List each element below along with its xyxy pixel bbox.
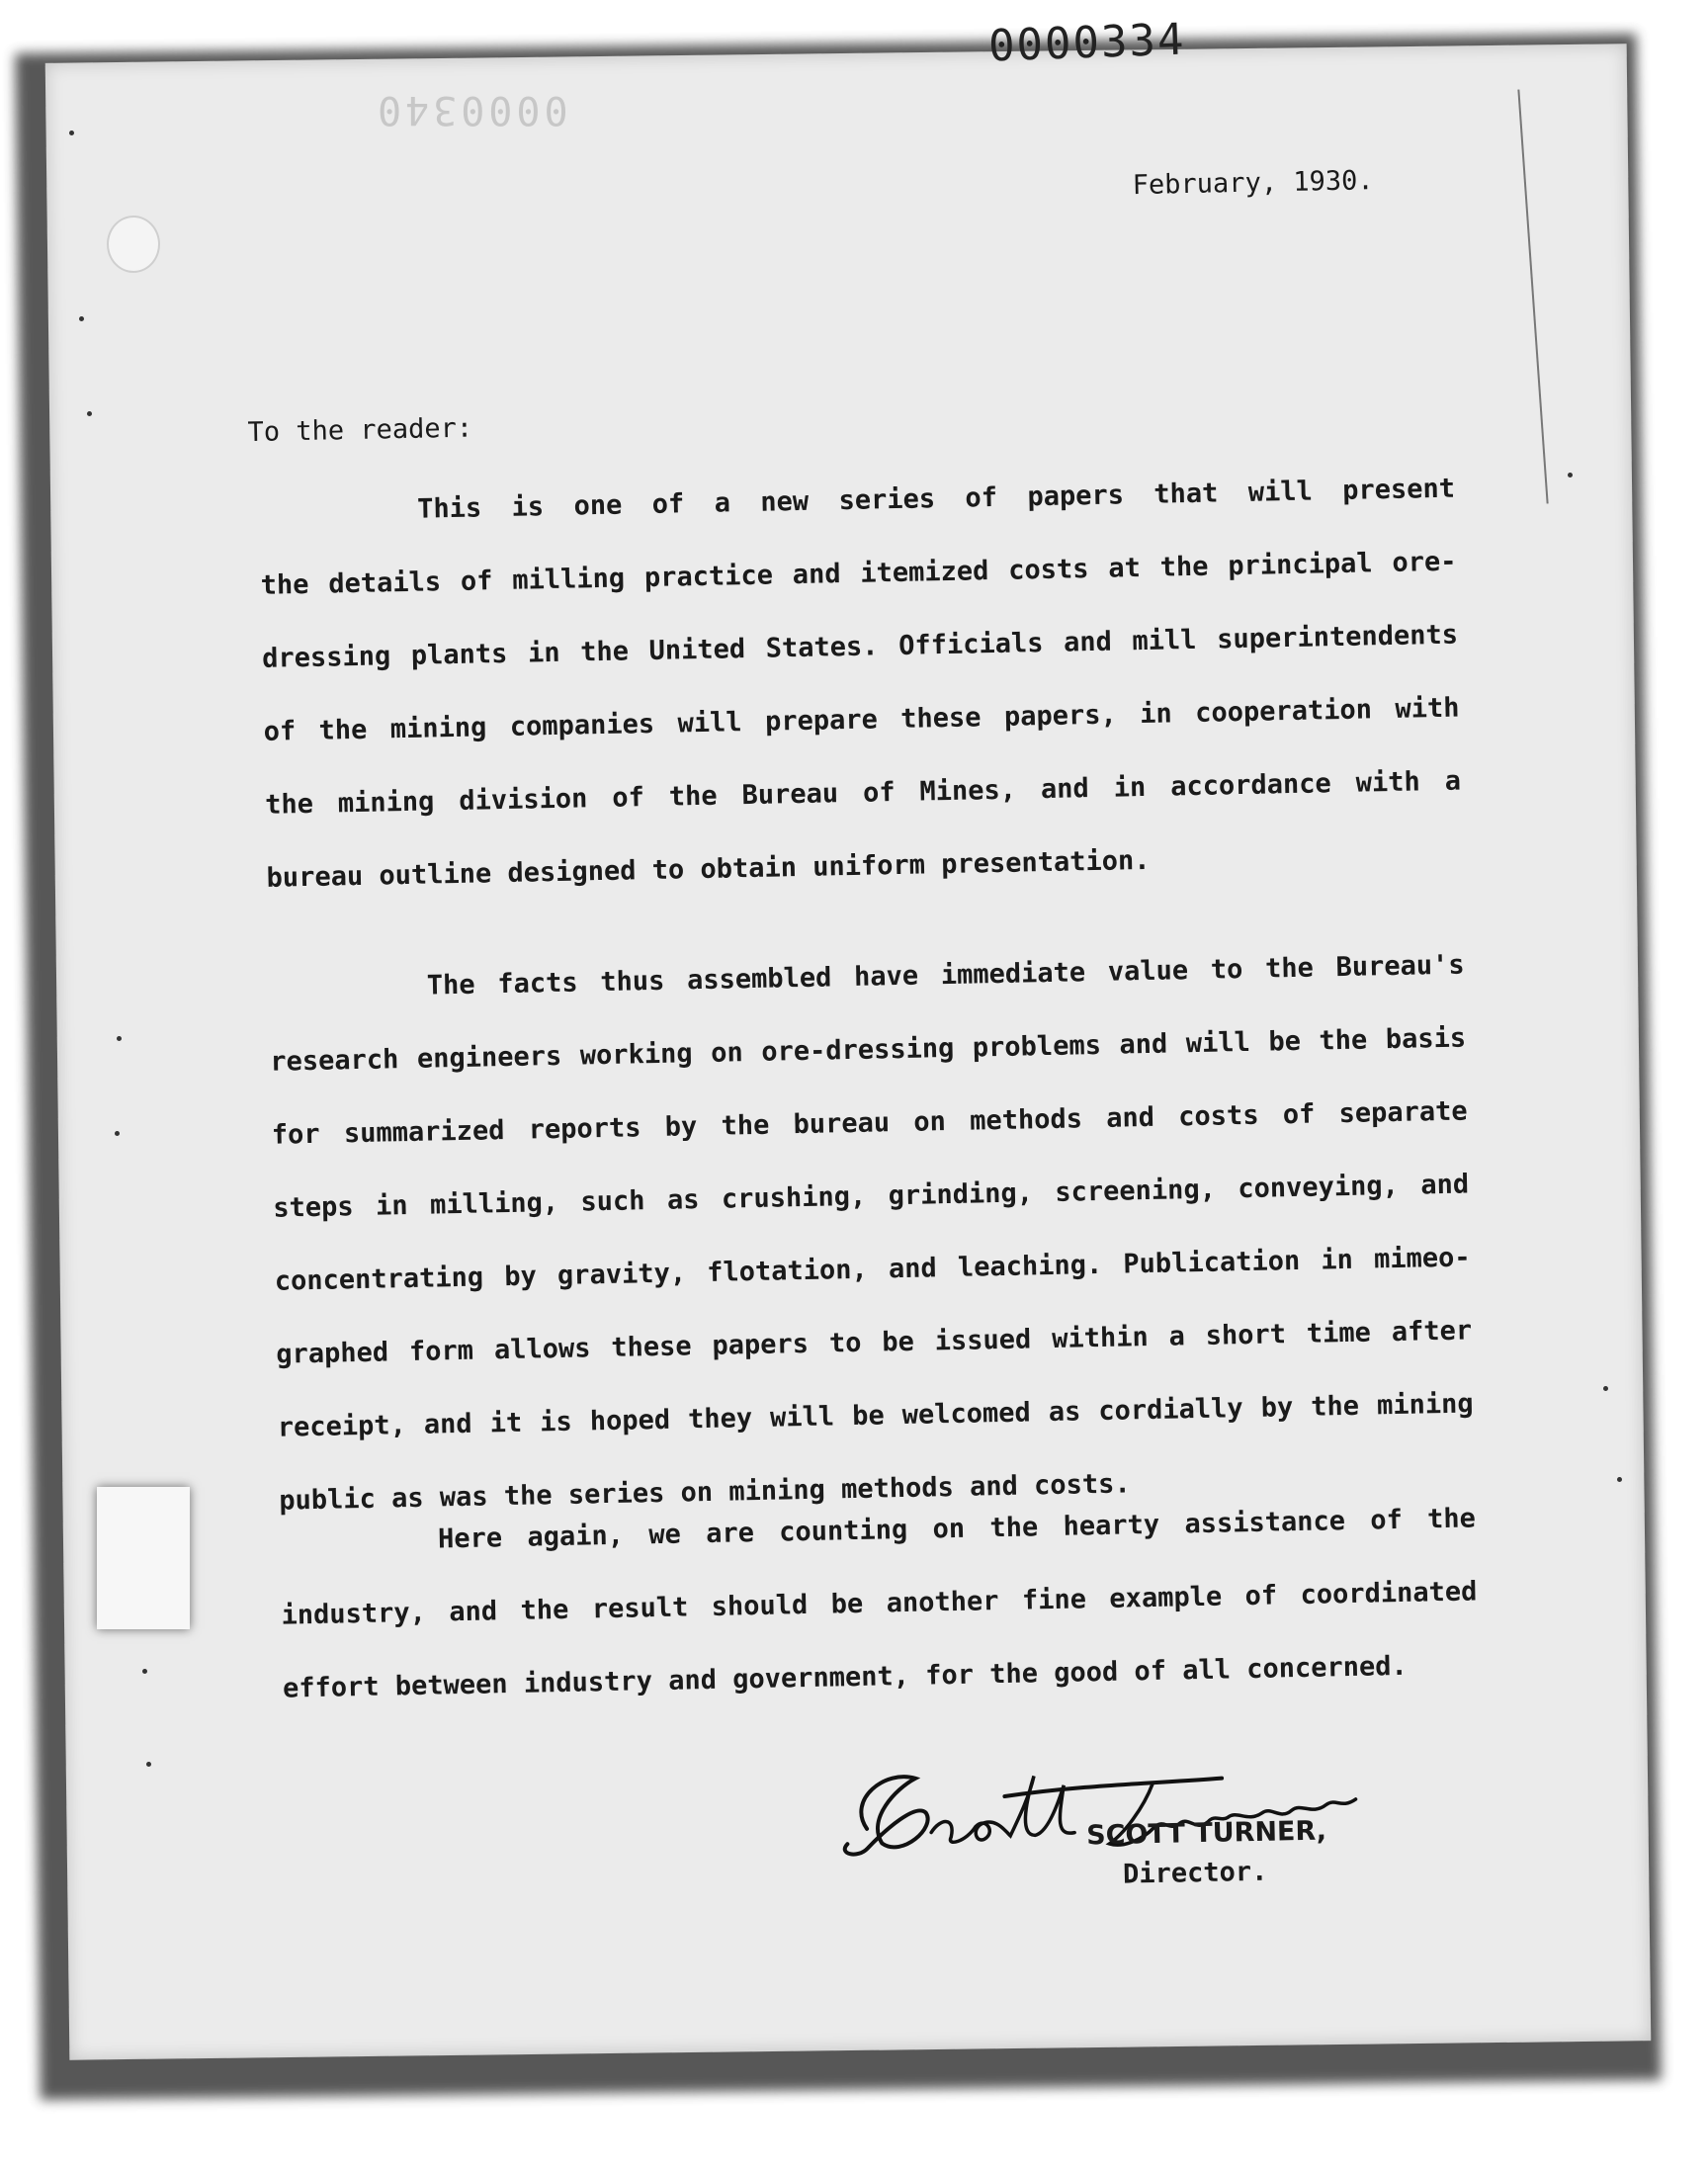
paragraph-line: The facts thus assembled have immediate value to the Bureau's <box>426 949 1465 1001</box>
paragraph-1 <box>258 453 1463 915</box>
paragraph-line: graphed form allows these papers to be issued within a short time after <box>276 1315 1473 1370</box>
paragraph-line: of the mining companies will prepare these papers, in cooperation with <box>263 692 1460 747</box>
signer-name: SCOTT TURNER, <box>1085 1815 1327 1852</box>
paragraph-line: research engineers working on ore-dressing problems and will be the basis <box>270 1022 1467 1078</box>
paragraph-line: public as was the series on mining methods and costs. <box>278 1468 1131 1517</box>
signer-title: Director. <box>1122 1856 1268 1890</box>
paragraph-line: the mining division of the Bureau of Mines, and in accordance with a <box>264 765 1462 821</box>
paragraph-line: This is one of a new series of papers that will present <box>416 473 1456 525</box>
paragraph-line: industry, and the result should be another fine example of coordinated <box>281 1576 1478 1631</box>
paragraph-line: for summarized reports by the bureau on methods and costs of separate <box>271 1095 1468 1151</box>
paragraph-line: steps in milling, such as crushing, grinding, screening, conveying, and <box>273 1169 1470 1224</box>
handwritten-signature <box>826 1749 1421 1870</box>
paragraph-line: dressing plants in the United States. Officials and mill superintendents <box>261 619 1459 674</box>
paragraph-line: the details of milling practice and itemized costs at the principal ore- <box>260 546 1457 601</box>
paragraph-line: concentrating by gravity, flotation, and leaching. Publication in mimeo- <box>274 1242 1471 1297</box>
paragraph-3 <box>279 1482 1479 1725</box>
document-number: 0000334 <box>987 14 1187 72</box>
paragraph-line: receipt, and it is hoped they will be welcomed as cordially by the mining <box>277 1388 1474 1443</box>
salutation: To the reader: <box>247 412 473 449</box>
paragraph-line: bureau outline designed to obtain uniform presentation. <box>266 844 1151 894</box>
paragraph-line: Here again, we are counting on the hearty assistance of the <box>437 1503 1477 1555</box>
bleed-through-number: 0000340 <box>374 87 568 132</box>
letter-date: February, 1930. <box>1132 165 1374 202</box>
paragraph-2 <box>268 929 1476 1538</box>
paragraph-line: effort between industry and government, for the good of all concerned. <box>282 1650 1409 1704</box>
